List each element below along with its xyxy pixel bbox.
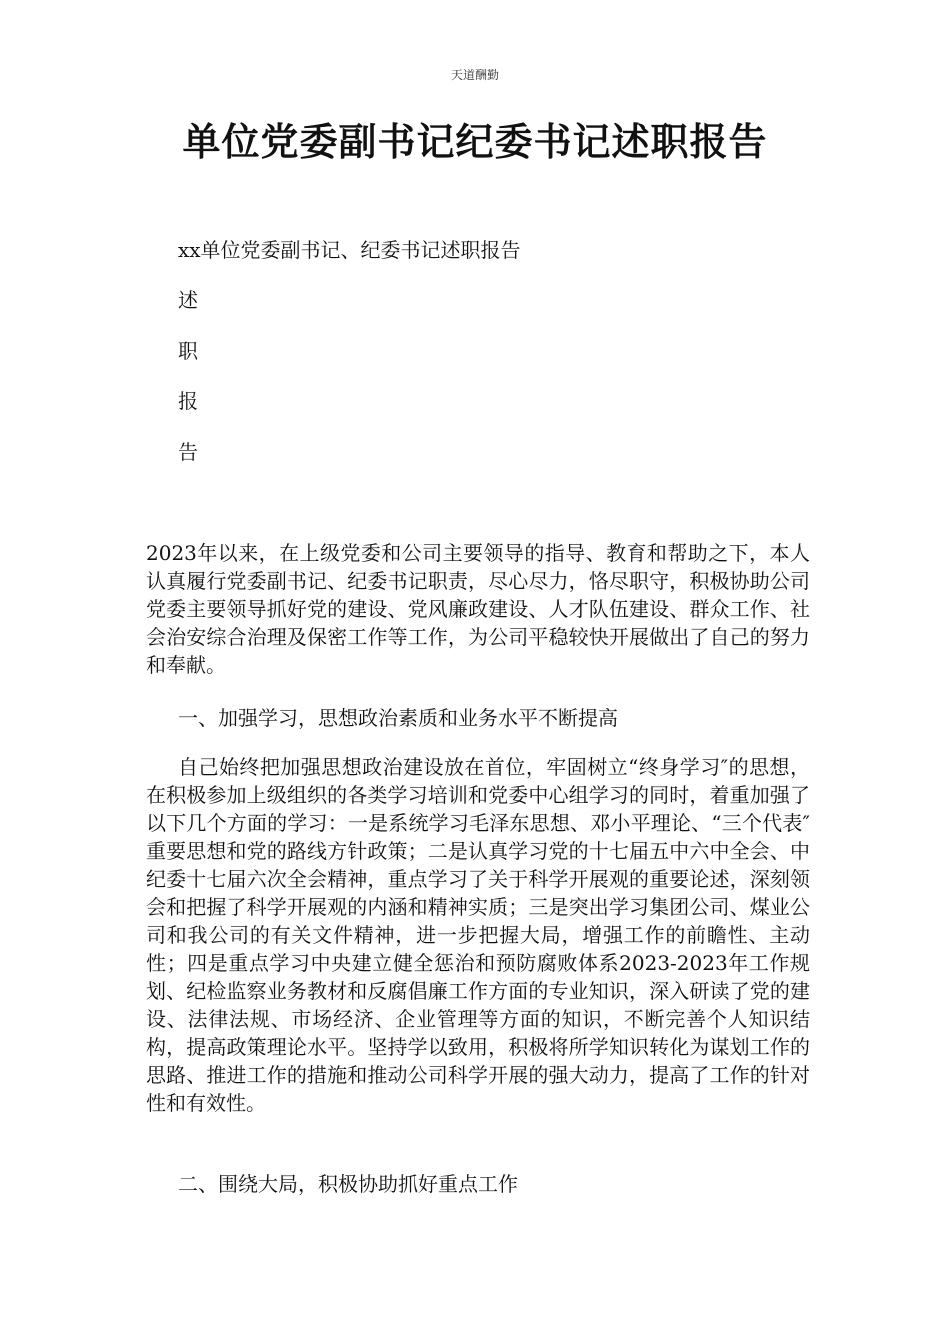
- section-1-paragraph: 自己始终把加强思想政治建设放在首位，牢固树立“终身学习″的思想，在积极参加上级组织的各类学习培训和党委中心组学习的同时，着重加强了以下几个方面的学习：一是系统学习毛泽东思想、邓小平理论、“三个代表″重要思想和党的路线方针政策；二是认真学习党的十七届五中六中全会、中纪委十七届六次全会精神，重点学习了关于科学开展观的重要论述，深刻领会和把握了科学开展观的内涵和精神实质；三是突出学习集团公司、煤业公司和我公司的有关文件精神，进一步把握大局，增强工作的前瞻性、主动性；四是重点学习中央建立健全惩治和预防腐败体系2023-2023年工作规划、纪检监察业务教材和反腐倡廉工作方面的专业知识，深入研读了党的建设、法律法规、市场经济、企业管理等方面的知识，不断完善个人知识结构，提高政策理论水平。坚持学以致用，积极将所学知识转化为谋划工作的思路、推进工作的措施和推动公司科学开展的强大动力，提高了工作的针对性和有效性。: [146, 755, 810, 1115]
- document-title: 单位党委副书记纪委书记述职报告: [182, 119, 768, 164]
- vertical-char-2: 职: [178, 339, 198, 363]
- section-heading-2: 二、围绕大局，积极协助抓好重点工作: [178, 1172, 518, 1196]
- vertical-char-1: 述: [178, 288, 198, 312]
- document-subtitle: xx单位党委副书记、纪委书记述职报告: [178, 238, 521, 262]
- intro-paragraph: 2023年以来，在上级党委和公司主要领导的指导、教育和帮助之下，本人认真履行党委副书记、纪委书记职责，尽心尽力，恪尽职守，积极协助公司党委主要领导抓好党的建设、党风廉政建设、人才队伍建设、群众工作、社会治安综合治理及保密工作等工作，为公司平稳较快开展做出了自己的努力和奉献。: [146, 541, 810, 677]
- vertical-char-4: 告: [178, 440, 198, 464]
- vertical-char-3: 报: [178, 389, 198, 413]
- header-note: 天道酬勤: [450, 68, 499, 82]
- section-heading-1: 一、加强学习，思想政治素质和业务水平不断提高: [178, 706, 618, 730]
